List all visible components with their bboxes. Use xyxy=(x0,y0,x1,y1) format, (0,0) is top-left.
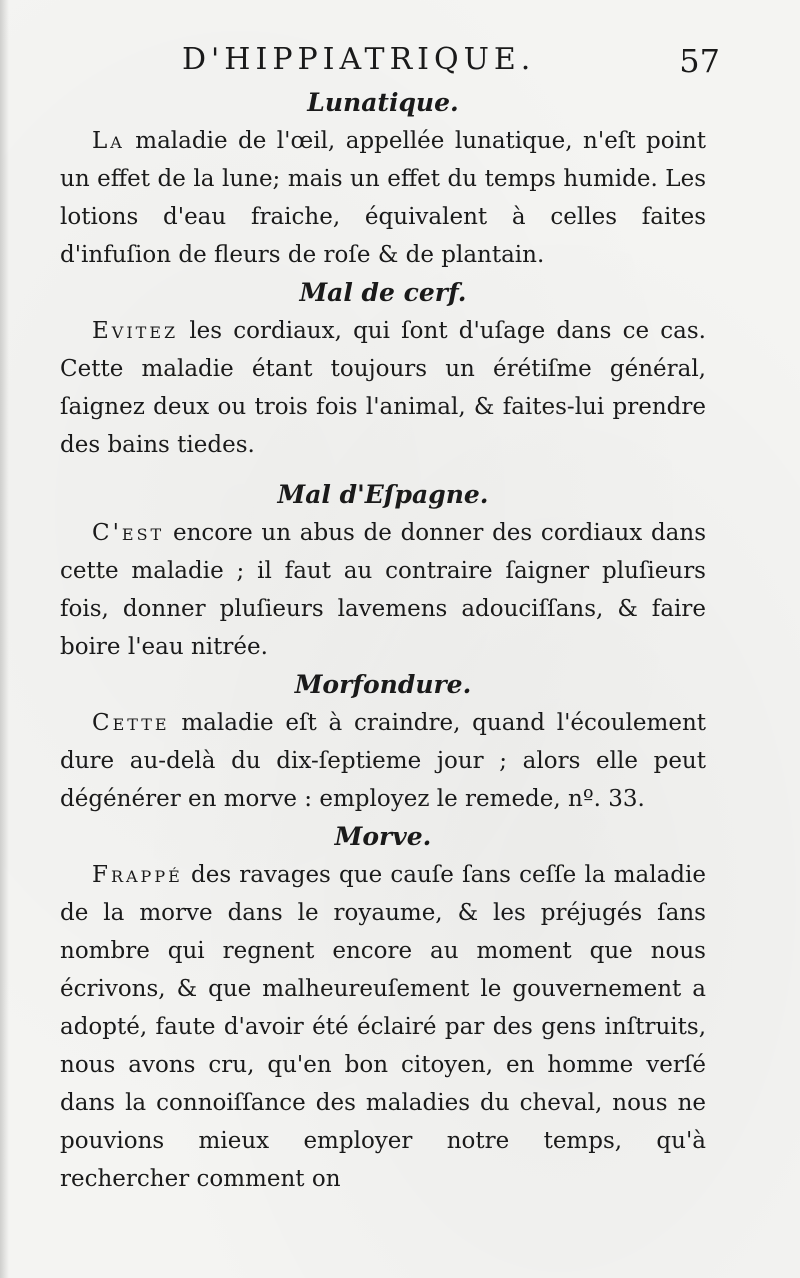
section-mal-de-cerf xyxy=(60,274,706,464)
paragraph-lead-word: Evitez xyxy=(92,318,179,344)
section-paragraph xyxy=(60,704,706,818)
paragraph-text: maladie eſt à craindre, quand l'écoulement dure au-delà du dix-ſeptieme jour ; alors elle peut dégénérer en morve : employez le remede, nº. 33. xyxy=(60,710,707,812)
page-body xyxy=(60,84,706,1198)
section-heading: Morfondure. xyxy=(294,670,472,699)
page-number: 57 xyxy=(679,42,720,80)
section-lunatique xyxy=(60,84,706,274)
section-mal-d-espagne xyxy=(60,476,706,666)
paragraph-lead-word: Cette xyxy=(92,710,170,736)
section-paragraph xyxy=(60,856,706,1198)
section-heading: Morve. xyxy=(334,822,432,851)
paragraph-lead-word: La xyxy=(92,128,125,154)
section-morfondure xyxy=(60,666,706,818)
paragraph-text: encore un abus de donner des cordiaux dans cette maladie ; il faut au contraire ſaigner pluſieurs fois, donner pluſieurs lavemens adouciſſans, & faire boire l'eau nitrée. xyxy=(60,520,706,660)
paragraph-text: des ravages que cauſe ſans ceſſe la maladie de la morve dans le royaume, & les préjugés ſans nombre qui regnent encore au moment que nous écrivons, & que malheureuſement le gouvernement a adopté, faute d'avoir été éclairé par des gens inſtruits, nous avons cru, qu'en bon citoyen, en homme verſé dans la connoiſſance des maladies du cheval, nous ne pouvions mieux employer notre temps, qu'à rechercher comment on xyxy=(60,862,707,1192)
section-morve xyxy=(60,818,706,1198)
section-paragraph xyxy=(60,312,706,464)
paragraph-lead-word: C'est xyxy=(92,520,165,546)
section-heading: Mal de cerf. xyxy=(299,278,467,307)
section-heading: Lunatique. xyxy=(307,88,459,117)
running-title: D'HIPPIATRIQUE. xyxy=(182,42,536,77)
paragraph-text: maladie de l'œil, appellée lunatique, n'eſt point un effet de la lune; mais un effet du temps humide. Les lotions d'eau fraiche, équivalent à celles faites d'infuſion de fleurs de roſe & de plantain. xyxy=(60,128,706,268)
paragraph-text: les cordiaux, qui ſont d'uſage dans ce cas. Cette maladie étant toujours un érétiſme général, ſaignez deux ou trois fois l'animal, & faites-lui prendre des bains tiedes. xyxy=(60,318,706,458)
section-paragraph xyxy=(60,514,706,666)
section-heading: Mal d'Eſpagne. xyxy=(277,480,489,509)
section-paragraph xyxy=(60,122,706,274)
spacer xyxy=(60,464,706,476)
page-edge-shadow xyxy=(0,0,9,1278)
paragraph-lead-word: Frappé xyxy=(92,862,183,888)
